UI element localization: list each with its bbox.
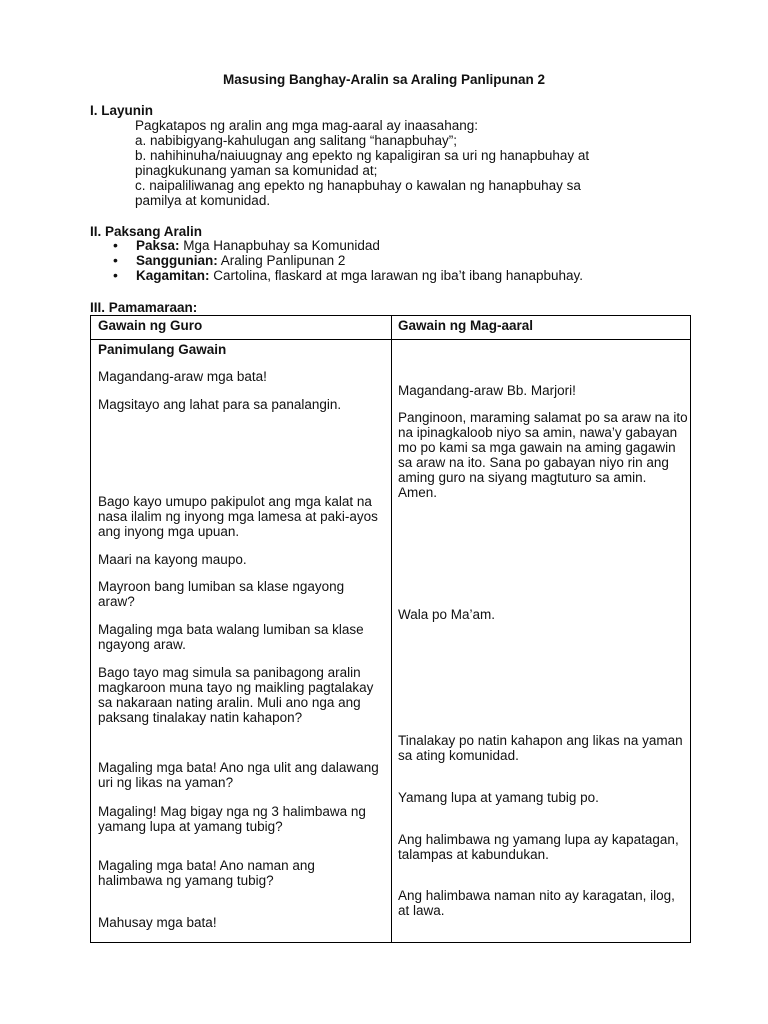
student-line: Panginoon, maraming salamat po sa araw na ito na ipinagkaloob niyo sa amin, nawa’y gabayan mo po kami sa mga gawain na aming gagawin sa araw na ito. Sana po gabayan niyo rin ang aming guro na siyang magtuturo sa amin. Amen.: [398, 410, 688, 500]
teacher-line: Maari na kayong maupo.: [98, 552, 247, 567]
item-value: Cartolina, flaskard at mga larawan ng iba’t ibang hanapbuhay.: [209, 268, 584, 283]
objective-line: pinagkukunang yaman sa komunidad at;: [135, 163, 378, 178]
list-item: [113, 238, 583, 253]
paksang-aralin-list: [113, 238, 583, 283]
student-line: Ang halimbawa ng yamang lupa ay kapatagan, talampas at kabundukan.: [398, 832, 679, 862]
teacher-line: Bago kayo umupo pakipulot ang mga kalat na nasa ilalim ng inyong mga lamesa at paki-ayos ang inyong mga upuan.: [98, 494, 378, 539]
item-label: Sanggunian:: [136, 253, 218, 268]
student-line: Yamang lupa at yamang tubig po.: [398, 790, 599, 805]
student-line: Ang halimbawa naman nito ay karagatan, ilog, at lawa.: [398, 888, 675, 918]
header-divider: [91, 339, 690, 340]
page-title: Masusing Banghay-Aralin sa Araling Panlipunan 2: [222, 72, 546, 87]
list-item: [113, 253, 583, 268]
teacher-line: Magandang-araw mga bata!: [98, 369, 267, 384]
student-line: Wala po Ma’am.: [398, 607, 496, 622]
teacher-line: Magaling! Mag bigay nga ng 3 halimbawa ng yamang lupa at yamang tubig?: [98, 804, 366, 834]
teacher-line: Magsitayo ang lahat para sa panalangin.: [98, 397, 342, 412]
student-line: Magandang-araw Bb. Marjori!: [398, 383, 576, 398]
column-header-guro: Gawain ng Guro: [98, 318, 203, 333]
item-label: Paksa:: [136, 238, 180, 253]
student-line: Tinalakay po natin kahapon ang likas na yaman sa ating komunidad.: [398, 733, 683, 763]
objective-line: b. nahihinuha/naiuugnay ang epekto ng kapaligiran sa uri ng hanapbuhay at: [135, 148, 590, 163]
teacher-line: Mayroon bang lumiban sa klase ngayong araw?: [98, 579, 345, 609]
objective-line: a. nabibigyang-kahulugan ang salitang “hanapbuhay”;: [135, 133, 457, 148]
section-pamamaraan-heading: III. Pamamaraan:: [90, 300, 198, 315]
objective-line: pamilya at komunidad.: [135, 193, 271, 208]
item-value: Mga Hanapbuhay sa Komunidad: [179, 238, 380, 253]
list-item: [113, 268, 583, 283]
teacher-line: Magaling mga bata walang lumiban sa klase ngayong araw.: [98, 622, 364, 652]
procedure-table: [90, 315, 691, 943]
teacher-line: Bago tayo mag simula sa panibagong aralin magkaroon muna tayo ng maikling pagtalakay sa nakaraan nating aralin. Muli ano nga ang paksang tinalakay natin kahapon?: [98, 665, 374, 725]
item-label: Kagamitan:: [136, 268, 210, 283]
teacher-line: Mahusay mga bata!: [98, 915, 217, 930]
teacher-line: Magaling mga bata! Ano naman ang halimbawa ng yamang tubig?: [98, 858, 315, 888]
objective-line: c. naipaliliwanag ang epekto ng hanapbuhay o kawalan ng hanapbuhay sa: [135, 178, 581, 193]
objectives-block: [135, 118, 695, 208]
table-subheading: Panimulang Gawain: [98, 342, 227, 357]
column-header-mag-aaral: Gawain ng Mag-aaral: [398, 318, 534, 333]
section-layunin-heading: I. Layunin: [90, 103, 154, 118]
teacher-line: Magaling mga bata! Ano nga ulit ang dalawang uri ng likas na yaman?: [98, 760, 379, 790]
item-value: Araling Panlipunan 2: [217, 253, 346, 268]
column-divider: [391, 316, 392, 942]
objective-line: Pagkatapos ng aralin ang mga mag-aaral ay inaasahang:: [135, 118, 478, 133]
section-paksang-aralin-heading: II. Paksang Aralin: [90, 224, 203, 239]
